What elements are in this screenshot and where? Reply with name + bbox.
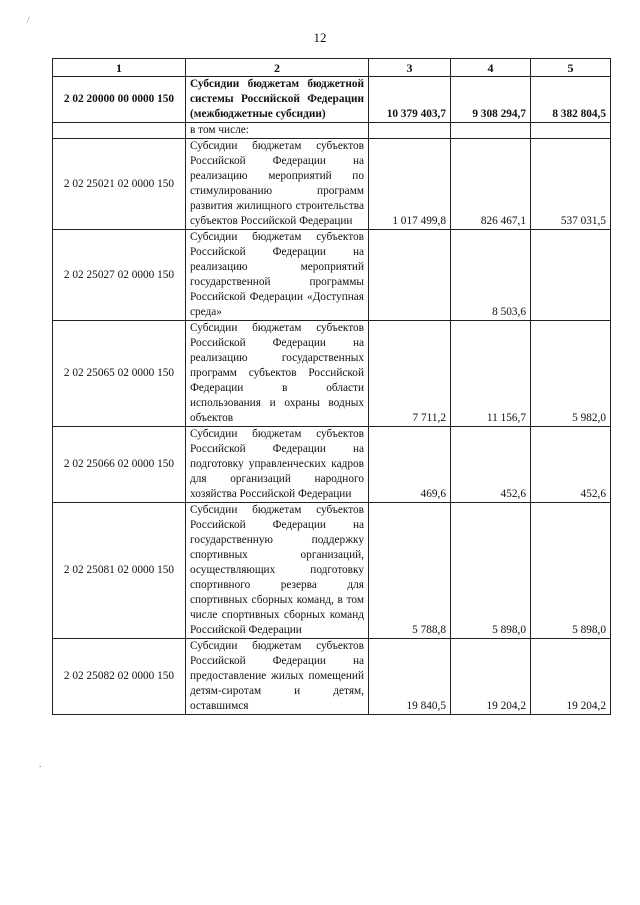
row-value-col5: 8 382 804,5 xyxy=(531,77,611,123)
row-name: Субсидии бюджетам бюджетной системы Российской Федерации (межбюджетные субсидии) xyxy=(186,77,369,123)
row-value-col3: 19 840,5 xyxy=(369,639,451,715)
row-value-col4: 826 467,1 xyxy=(451,139,531,230)
row-value-col3: 5 788,8 xyxy=(369,503,451,639)
row-name: в том числе: xyxy=(186,123,369,139)
row-name: Субсидии бюджетам субъектов Российской Федерации на реализацию мероприятий по стимулированию программ развития жилищного строительства субъектов Российской Федерации xyxy=(186,139,369,230)
column-header: 4 xyxy=(451,59,531,77)
row-value-col5 xyxy=(531,123,611,139)
column-header: 1 xyxy=(53,59,186,77)
table-header-row xyxy=(53,59,611,77)
row-value-col5: 537 031,5 xyxy=(531,139,611,230)
row-value-col5: 5 982,0 xyxy=(531,321,611,427)
column-header: 3 xyxy=(369,59,451,77)
table-row xyxy=(53,639,611,715)
row-value-col3: 469,6 xyxy=(369,427,451,503)
table-row xyxy=(53,230,611,321)
table-row xyxy=(53,139,611,230)
table-row xyxy=(53,123,611,139)
table-row xyxy=(53,503,611,639)
row-value-col4: 11 156,7 xyxy=(451,321,531,427)
row-value-col5 xyxy=(531,230,611,321)
row-value-col5: 19 204,2 xyxy=(531,639,611,715)
table-row xyxy=(53,427,611,503)
column-header: 2 xyxy=(186,59,369,77)
row-name: Субсидии бюджетам субъектов Российской Федерации на реализацию мероприятий государственной программы Российской Федерации «Доступная среда» xyxy=(186,230,369,321)
row-value-col5: 452,6 xyxy=(531,427,611,503)
row-code: 2 02 25021 02 0000 150 xyxy=(53,139,186,230)
row-value-col3 xyxy=(369,123,451,139)
column-header: 5 xyxy=(531,59,611,77)
row-value-col3 xyxy=(369,230,451,321)
row-value-col3: 7 711,2 xyxy=(369,321,451,427)
table-row xyxy=(53,77,611,123)
row-code: 2 02 25081 02 0000 150 xyxy=(53,503,186,639)
row-code: 2 02 20000 00 0000 150 xyxy=(53,77,186,123)
row-value-col4: 19 204,2 xyxy=(451,639,531,715)
row-value-col4: 5 898,0 xyxy=(451,503,531,639)
row-value-col4: 8 503,6 xyxy=(451,230,531,321)
row-value-col4: 452,6 xyxy=(451,427,531,503)
row-value-col3: 1 017 499,8 xyxy=(369,139,451,230)
row-name: Субсидии бюджетам субъектов Российской Федерации на государственную поддержку спортивных организаций, осуществляющих подготовку спортивного резерва для спортивных сборных команд, в том числе спортивных сборных команд Российской Федерации xyxy=(186,503,369,639)
row-code: 2 02 25066 02 0000 150 xyxy=(53,427,186,503)
row-name: Субсидии бюджетам субъектов Российской Федерации на подготовку управленческих кадров для организаций народного хозяйства Российской Федерации xyxy=(186,427,369,503)
scan-mark: . xyxy=(39,759,42,769)
row-code xyxy=(53,123,186,139)
row-code: 2 02 25065 02 0000 150 xyxy=(53,321,186,427)
table-row xyxy=(53,321,611,427)
scan-mark: / xyxy=(27,15,30,25)
page-number: 12 xyxy=(313,30,327,45)
budget-table xyxy=(52,58,611,715)
row-value-col4 xyxy=(451,123,531,139)
row-value-col3: 10 379 403,7 xyxy=(369,77,451,123)
row-name: Субсидии бюджетам субъектов Российской Федерации на предоставление жилых помещений детям-сиротам и детям, оставшимся xyxy=(186,639,369,715)
row-code: 2 02 25082 02 0000 150 xyxy=(53,639,186,715)
row-value-col5: 5 898,0 xyxy=(531,503,611,639)
row-name: Субсидии бюджетам субъектов Российской Федерации на реализацию государственных программ субъектов Российской Федерации в области использования и охраны водных объектов xyxy=(186,321,369,427)
row-code: 2 02 25027 02 0000 150 xyxy=(53,230,186,321)
row-value-col4: 9 308 294,7 xyxy=(451,77,531,123)
